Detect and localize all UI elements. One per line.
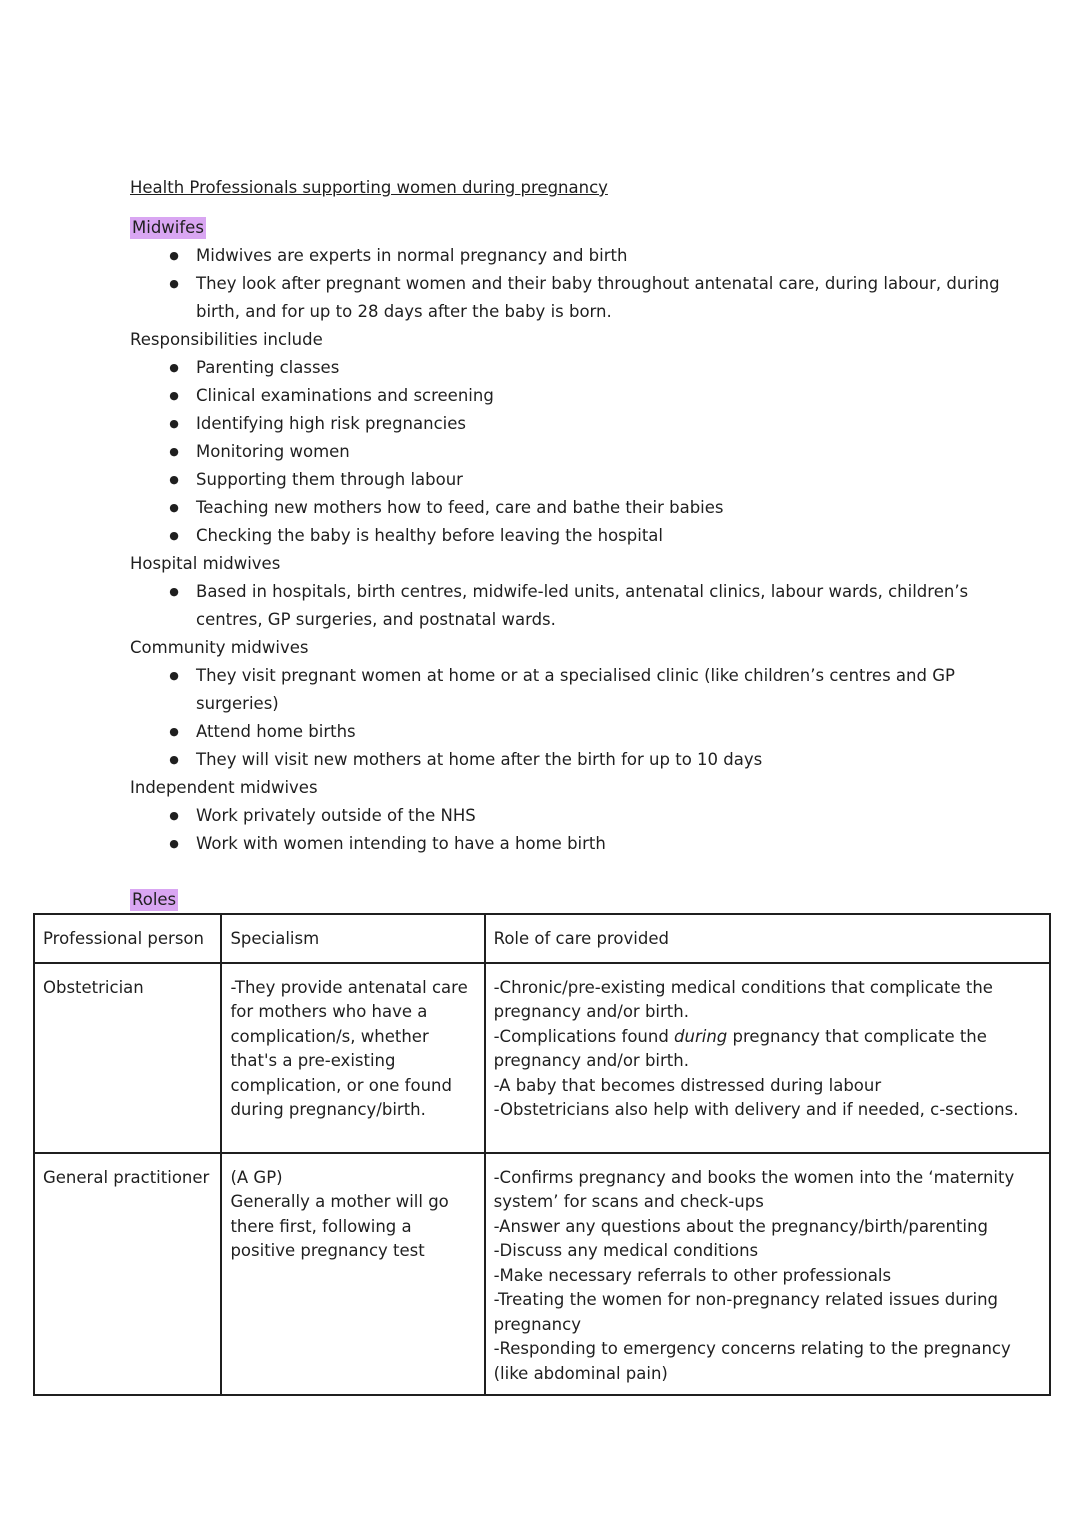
midwifes-list — [130, 242, 1030, 326]
responsibilities-heading: Responsibilities include — [130, 330, 323, 349]
table-row — [34, 1153, 1050, 1396]
list-item — [169, 410, 1030, 438]
page-title: Health Professionals supporting women during pregnancy — [130, 178, 608, 197]
list-item-text: Attend home births — [196, 722, 356, 741]
list-item-text: They look after pregnant women and their baby throughout antenatal care, during labour, during birth, and for up to 28 days after the baby is born. — [196, 274, 1000, 321]
specialism-line: (A GP) — [230, 1167, 283, 1187]
list-item — [169, 242, 1030, 270]
list-item — [169, 522, 1030, 550]
list-item — [169, 494, 1030, 522]
hospital-midwives-list — [130, 578, 1030, 634]
list-item — [169, 578, 1030, 634]
care-line: -A baby that becomes distressed during labour — [493, 1075, 882, 1095]
list-item — [169, 746, 1030, 774]
list-item-text: Teaching new mothers how to feed, care and bathe their babies — [196, 498, 724, 517]
bullet-icon: ● — [169, 277, 179, 290]
table-row — [34, 963, 1050, 1153]
list-item-text: Parenting classes — [196, 358, 340, 377]
care-text: pregnancy that complicate the pregnancy and/or birth. — [493, 1026, 987, 1070]
bullet-icon: ● — [169, 389, 179, 402]
hospital-midwives-heading: Hospital midwives — [130, 554, 281, 573]
list-item-text: Monitoring women — [196, 442, 350, 461]
list-item — [169, 662, 1030, 718]
bullet-icon: ● — [169, 753, 179, 766]
midwifes-heading — [130, 214, 1030, 242]
list-item — [169, 466, 1030, 494]
column-header-specialism: Specialism — [221, 914, 484, 963]
bullet-icon: ● — [169, 725, 179, 738]
cell-person: General practitioner — [34, 1153, 221, 1396]
responsibilities-list — [130, 354, 1030, 550]
care-line — [494, 1025, 1041, 1074]
list-item-text: Work privately outside of the NHS — [196, 806, 476, 825]
column-header-care: Role of care provided — [485, 914, 1050, 963]
list-item-text: Supporting them through labour — [196, 470, 463, 489]
cell-specialism — [221, 1153, 484, 1396]
specialism-line: Generally a mother will go there first, following a positive pregnancy test — [230, 1192, 449, 1260]
list-item — [169, 382, 1030, 410]
cell-person: Obstetrician — [34, 963, 221, 1153]
roles-table — [33, 913, 1051, 1396]
bullet-icon: ● — [169, 809, 179, 822]
care-emphasis: during — [674, 1026, 728, 1046]
list-item — [169, 802, 1030, 830]
list-item-text: Midwives are experts in normal pregnancy and birth — [196, 246, 628, 265]
cell-specialism: -They provide antenatal care for mothers who have a complication/s, whether that's a pre-existing complication, or one found during pregnancy/birth. — [221, 963, 484, 1153]
cell-care — [485, 963, 1050, 1153]
care-line: -Obstetricians also help with delivery and if needed, c-sections. — [493, 1100, 1019, 1119]
independent-midwives-heading: Independent midwives — [130, 778, 318, 797]
table-header-row — [34, 914, 1050, 963]
bullet-icon: ● — [169, 361, 179, 374]
roles-heading-text: Roles — [132, 890, 177, 909]
bullet-icon: ● — [169, 249, 179, 262]
list-item — [169, 718, 1030, 746]
care-text: -Complications found — [493, 1026, 675, 1046]
bullet-icon: ● — [169, 501, 179, 514]
care-line: -Responding to emergency concerns relating to the pregnancy (like abdominal pain) — [493, 1339, 1011, 1383]
care-line: -Treating the women for non-pregnancy related issues during pregnancy — [493, 1290, 999, 1334]
list-item-text: They visit pregnant women at home or at a specialised clinic (like children’s centres and GP surgeries) — [196, 666, 955, 713]
bullet-icon: ● — [169, 669, 179, 682]
list-item-text: Identifying high risk pregnancies — [196, 414, 466, 433]
care-line: -Discuss any medical conditions — [493, 1241, 759, 1260]
cell-care — [485, 1153, 1050, 1396]
list-item-text: Work with women intending to have a home birth — [196, 834, 606, 853]
notes-body — [130, 174, 1030, 858]
list-item — [169, 438, 1030, 466]
community-midwives-list — [130, 662, 1030, 774]
list-item-text: Checking the baby is healthy before leaving the hospital — [196, 526, 663, 545]
care-line: -Chronic/pre-existing medical conditions that complicate the pregnancy and/or birth. — [493, 977, 993, 1021]
bullet-icon: ● — [169, 473, 179, 486]
bullet-icon: ● — [169, 585, 179, 598]
care-line: -Make necessary referrals to other professionals — [493, 1265, 892, 1285]
care-line: -Confirms pregnancy and books the women into the ‘maternity system’ for scans and check-ups — [493, 1167, 1015, 1211]
bullet-icon: ● — [169, 445, 179, 458]
list-item — [169, 354, 1030, 382]
list-item-text: Based in hospitals, birth centres, midwife-led units, antenatal clinics, labour wards, children’s centres, GP surgeries, and postnatal wards. — [196, 582, 969, 629]
midwifes-heading-text: Midwifes — [132, 218, 204, 237]
bullet-icon: ● — [169, 837, 179, 850]
bullet-icon: ● — [169, 529, 179, 542]
care-line: -Answer any questions about the pregnancy/birth/parenting — [493, 1216, 988, 1236]
column-header-person: Professional person — [34, 914, 221, 963]
list-item — [169, 830, 1030, 858]
list-item-text: They will visit new mothers at home after the birth for up to 10 days — [196, 750, 763, 769]
community-midwives-heading: Community midwives — [130, 638, 309, 657]
roles-heading — [130, 886, 178, 914]
independent-midwives-list — [130, 802, 1030, 858]
list-item — [169, 270, 1030, 326]
list-item-text: Clinical examinations and screening — [196, 386, 494, 405]
bullet-icon: ● — [169, 417, 179, 430]
